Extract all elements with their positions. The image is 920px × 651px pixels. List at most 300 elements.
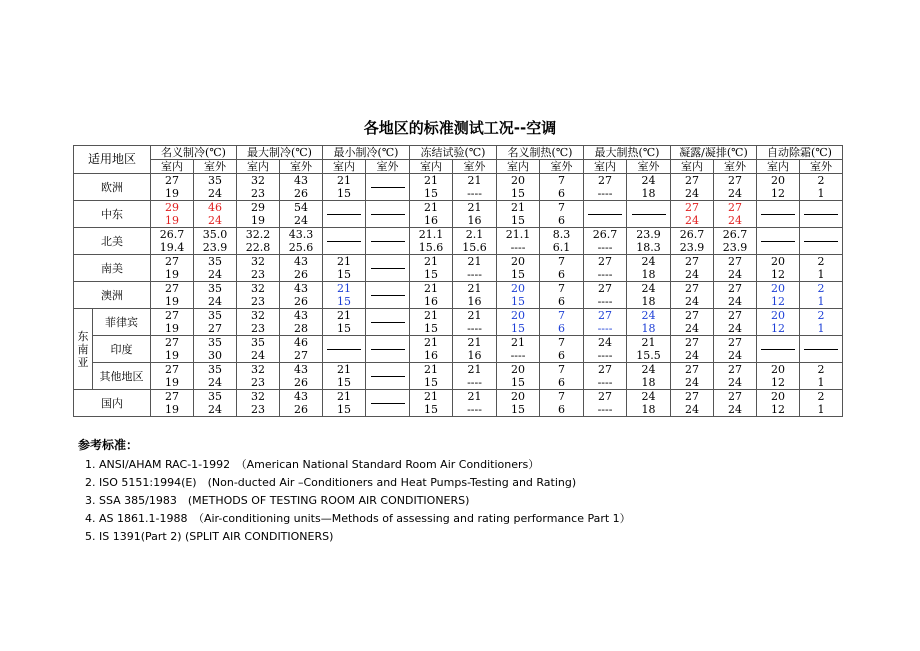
dry-bulb-value: 27 (728, 363, 742, 376)
dry-bulb-value: 21 (467, 363, 482, 376)
group-header: 冻结试验(℃) (410, 146, 497, 160)
value-cell (410, 336, 453, 363)
dry-bulb-value: 7 (558, 336, 565, 349)
dry-bulb-value: 24 (641, 282, 656, 295)
dry-bulb-value: 21 (424, 309, 438, 322)
dry-bulb-value: 21 (337, 363, 351, 376)
table-row (74, 282, 843, 309)
wet-bulb-value: 24 (728, 214, 742, 227)
dry-bulb-value: 26.7 (722, 228, 748, 241)
value-cell (540, 336, 584, 363)
wet-bulb-value: 24 (728, 403, 742, 416)
value-cell (366, 363, 410, 390)
dry-bulb-value: 20 (771, 174, 785, 187)
value-cell (627, 336, 671, 363)
value-cell (627, 282, 671, 309)
dry-bulb-value: 2 (817, 282, 825, 295)
wet-bulb-value: 23 (251, 268, 265, 281)
value-cell (151, 309, 194, 336)
wet-bulb-value: 15 (337, 187, 351, 200)
dry-bulb-value: 21 (467, 174, 482, 187)
dry-bulb-value: 21 (337, 309, 351, 322)
value-cell (584, 282, 627, 309)
not-applicable-line (371, 349, 405, 350)
not-applicable-line (371, 214, 405, 215)
value-cell (584, 390, 627, 417)
dry-bulb-value: 8.3 (552, 228, 571, 241)
dry-bulb-value: 27 (728, 336, 742, 349)
not-applicable-line (588, 214, 622, 215)
value-cell (410, 201, 453, 228)
indoor-header: 室内 (584, 160, 627, 174)
dry-bulb-value: 20 (511, 282, 525, 295)
dry-bulb-value: 21 (337, 390, 351, 403)
wet-bulb-value: 18 (641, 403, 656, 416)
region-name: 欧洲 (74, 174, 151, 201)
value-cell (280, 363, 323, 390)
value-cell (714, 309, 757, 336)
dry-bulb-value: 35 (208, 255, 222, 268)
value-cell (671, 282, 714, 309)
wet-bulb-value: 19 (165, 187, 179, 200)
not-applicable-line (327, 214, 361, 215)
dry-bulb-value: 27 (598, 282, 612, 295)
value-cell (453, 228, 497, 255)
value-cell (627, 201, 671, 228)
dry-bulb-value: 20 (771, 309, 785, 322)
not-applicable-line (371, 268, 405, 269)
value-cell (366, 282, 410, 309)
wet-bulb-value: 23.9 (722, 241, 748, 254)
value-cell (757, 363, 800, 390)
wet-bulb-value: 15 (424, 187, 438, 200)
value-cell (366, 309, 410, 336)
dry-bulb-value: 32 (251, 309, 265, 322)
value-cell (410, 255, 453, 282)
wet-bulb-value: ---- (597, 187, 613, 200)
dry-bulb-value: 27 (728, 390, 742, 403)
value-cell (800, 309, 843, 336)
wet-bulb-value: 24 (685, 322, 699, 335)
value-cell (757, 282, 800, 309)
value-cell (410, 363, 453, 390)
region-name: 澳洲 (74, 282, 151, 309)
references-list (78, 456, 631, 546)
wet-bulb-value: 15 (511, 295, 525, 308)
dry-bulb-value: 27 (165, 174, 179, 187)
wet-bulb-value: 27 (294, 349, 308, 362)
value-cell (540, 309, 584, 336)
wet-bulb-value: 1 (817, 376, 825, 389)
dry-bulb-value: 21 (337, 174, 351, 187)
dry-bulb-value: 24 (641, 390, 656, 403)
wet-bulb-value: 18 (641, 376, 656, 389)
wet-bulb-value: 24 (685, 349, 699, 362)
dry-bulb-value: 32 (251, 282, 265, 295)
dry-bulb-value: 29 (251, 201, 265, 214)
group-header: 自动除霜(℃) (757, 146, 843, 160)
dry-bulb-value: 21 (337, 255, 351, 268)
value-cell (323, 228, 366, 255)
value-cell (453, 363, 497, 390)
wet-bulb-value: 16 (424, 295, 438, 308)
value-cell (237, 336, 280, 363)
dry-bulb-value: 27 (685, 363, 699, 376)
dry-bulb-value: 20 (511, 174, 525, 187)
indoor-header: 室内 (323, 160, 366, 174)
wet-bulb-value: 6 (558, 214, 565, 227)
wet-bulb-value: 6 (558, 349, 565, 362)
outdoor-header: 室外 (627, 160, 671, 174)
dry-bulb-value: 29 (165, 201, 179, 214)
wet-bulb-value: 15 (424, 376, 438, 389)
dry-bulb-value: 27 (728, 201, 742, 214)
dry-bulb-value: 27 (728, 282, 742, 295)
value-cell (540, 174, 584, 201)
wet-bulb-value: 18.3 (636, 241, 661, 254)
table-row (74, 363, 843, 390)
region-name: 印度 (93, 336, 151, 363)
dry-bulb-value: 7 (558, 390, 565, 403)
region-name: 其他地区 (93, 363, 151, 390)
dry-bulb-value: 27 (165, 336, 179, 349)
value-cell (671, 363, 714, 390)
value-cell (671, 228, 714, 255)
dry-bulb-value: 27 (165, 390, 179, 403)
value-cell (671, 255, 714, 282)
value-cell (366, 201, 410, 228)
dry-bulb-value: 7 (558, 174, 565, 187)
wet-bulb-value: 26 (294, 187, 308, 200)
dry-bulb-value: 2 (817, 174, 825, 187)
dry-bulb-value: 43 (294, 174, 308, 187)
value-cell (410, 174, 453, 201)
wet-bulb-value: 19.4 (159, 241, 185, 254)
southeast-asia-group: 东 南 亚 (74, 309, 93, 390)
wet-bulb-value: 19 (165, 322, 179, 335)
value-cell (627, 309, 671, 336)
value-cell (280, 282, 323, 309)
value-cell (280, 201, 323, 228)
reference-item: 4. AS 1861.1-1988 （Air-conditioning units—Methods of assessing and rating performance Part 1） (85, 512, 631, 525)
dry-bulb-value: 27 (598, 363, 612, 376)
table-row (74, 201, 843, 228)
wet-bulb-value: 12 (771, 187, 785, 200)
group-header: 最大制热(℃) (584, 146, 671, 160)
dry-bulb-value: 21 (467, 336, 482, 349)
value-cell (497, 201, 540, 228)
dry-bulb-value: 2 (817, 309, 825, 322)
wet-bulb-value: 12 (771, 376, 785, 389)
value-cell (366, 336, 410, 363)
indoor-header: 室内 (671, 160, 714, 174)
dry-bulb-value: 7 (558, 282, 565, 295)
value-cell (194, 228, 237, 255)
region-header: 适用地区 (74, 146, 151, 174)
value-cell (237, 309, 280, 336)
value-cell (237, 228, 280, 255)
wet-bulb-value: 1 (817, 322, 825, 335)
wet-bulb-value: ---- (467, 187, 482, 200)
dry-bulb-value: 27 (685, 336, 699, 349)
wet-bulb-value: 23 (251, 322, 265, 335)
value-cell (237, 282, 280, 309)
outdoor-header: 室外 (194, 160, 237, 174)
region-name: 北美 (74, 228, 151, 255)
wet-bulb-value: 19 (165, 376, 179, 389)
wet-bulb-value: 30 (208, 349, 222, 362)
value-cell (627, 228, 671, 255)
value-cell (757, 390, 800, 417)
wet-bulb-value: 16 (424, 214, 438, 227)
wet-bulb-value: 19 (165, 214, 179, 227)
not-applicable-line (804, 349, 838, 350)
wet-bulb-value: 19 (165, 295, 179, 308)
value-cell (194, 309, 237, 336)
wet-bulb-value: 24 (728, 376, 742, 389)
not-applicable-line (761, 214, 795, 215)
dry-bulb-value: 54 (294, 201, 308, 214)
wet-bulb-value: 23.9 (679, 241, 705, 254)
value-cell (497, 174, 540, 201)
value-cell (323, 174, 366, 201)
value-cell (714, 282, 757, 309)
not-applicable-line (761, 349, 795, 350)
dry-bulb-value: 20 (511, 363, 525, 376)
wet-bulb-value: 18 (641, 295, 656, 308)
value-cell (497, 390, 540, 417)
wet-bulb-value: ---- (597, 376, 613, 389)
dry-bulb-value: 46 (208, 201, 222, 214)
dry-bulb-value: 2 (817, 255, 825, 268)
group-header: 凝露/凝排(℃) (671, 146, 757, 160)
dry-bulb-value: 21 (467, 309, 482, 322)
value-cell (366, 174, 410, 201)
wet-bulb-value: 23 (251, 403, 265, 416)
dry-bulb-value: 43 (294, 390, 308, 403)
wet-bulb-value: 6 (558, 376, 565, 389)
dry-bulb-value: 21.1 (418, 228, 444, 241)
dry-bulb-value: 46 (294, 336, 308, 349)
dry-bulb-value: 7 (558, 309, 565, 322)
value-cell (280, 390, 323, 417)
value-cell (800, 255, 843, 282)
wet-bulb-value: 12 (771, 295, 785, 308)
wet-bulb-value: 24 (208, 187, 222, 200)
wet-bulb-value: 12 (771, 403, 785, 416)
dry-bulb-value: 27 (685, 201, 699, 214)
value-cell (540, 228, 584, 255)
value-cell (584, 255, 627, 282)
dry-bulb-value: 27 (165, 309, 179, 322)
value-cell (757, 255, 800, 282)
value-cell (714, 363, 757, 390)
not-applicable-line (371, 295, 405, 296)
wet-bulb-value: 1 (817, 403, 825, 416)
references-section (78, 436, 631, 546)
wet-bulb-value: 6 (558, 268, 565, 281)
dry-bulb-value: 35 (208, 309, 222, 322)
value-cell (584, 201, 627, 228)
value-cell (497, 363, 540, 390)
dry-bulb-value: 27 (598, 309, 612, 322)
dry-bulb-value: 21 (424, 282, 438, 295)
dry-bulb-value: 35 (208, 336, 222, 349)
dry-bulb-value: 21 (424, 363, 438, 376)
not-applicable-line (371, 376, 405, 377)
value-cell (280, 336, 323, 363)
value-cell (194, 201, 237, 228)
value-cell (453, 390, 497, 417)
value-cell (627, 255, 671, 282)
value-cell (151, 336, 194, 363)
value-cell (627, 363, 671, 390)
wet-bulb-value: 24 (728, 268, 742, 281)
value-cell (453, 174, 497, 201)
not-applicable-line (327, 241, 361, 242)
wet-bulb-value: 19 (251, 214, 265, 227)
value-cell (671, 336, 714, 363)
outdoor-header: 室外 (366, 160, 410, 174)
dry-bulb-value: 35 (208, 174, 222, 187)
dry-bulb-value: 20 (771, 282, 785, 295)
wet-bulb-value: 15.6 (462, 241, 487, 254)
wet-bulb-value: 19 (165, 349, 179, 362)
dry-bulb-value: 43 (294, 282, 308, 295)
value-cell (151, 201, 194, 228)
value-cell (627, 390, 671, 417)
dry-bulb-value: 20 (771, 363, 785, 376)
wet-bulb-value: 15 (337, 268, 351, 281)
dry-bulb-value: 32.2 (245, 228, 271, 241)
wet-bulb-value: 12 (771, 268, 785, 281)
wet-bulb-value: 15 (424, 268, 438, 281)
dry-bulb-value: 35 (251, 336, 265, 349)
value-cell (151, 255, 194, 282)
dry-bulb-value: 2.1 (465, 228, 484, 241)
wet-bulb-value: ---- (597, 268, 613, 281)
value-cell (237, 174, 280, 201)
not-applicable-line (371, 241, 405, 242)
value-cell (671, 174, 714, 201)
value-cell (714, 336, 757, 363)
value-cell (671, 390, 714, 417)
value-cell (280, 255, 323, 282)
wet-bulb-value: 18 (641, 322, 656, 335)
wet-bulb-value: 26 (294, 268, 308, 281)
wet-bulb-value: ---- (597, 349, 613, 362)
region-name: 中东 (74, 201, 151, 228)
dry-bulb-value: 24 (641, 363, 656, 376)
dry-bulb-value: 23.9 (636, 228, 661, 241)
group-header: 最小制冷(℃) (323, 146, 410, 160)
group-header: 最大制冷(℃) (237, 146, 323, 160)
outdoor-header: 室外 (800, 160, 843, 174)
wet-bulb-value: 18 (641, 187, 656, 200)
wet-bulb-value: 1 (817, 295, 825, 308)
indoor-header: 室内 (410, 160, 453, 174)
wet-bulb-value: 15.6 (418, 241, 444, 254)
wet-bulb-value: 16 (467, 349, 482, 362)
value-cell (366, 255, 410, 282)
value-cell (410, 390, 453, 417)
dry-bulb-value: 27 (685, 255, 699, 268)
value-cell (584, 309, 627, 336)
dry-bulb-value: 32 (251, 255, 265, 268)
wet-bulb-value: 16 (424, 349, 438, 362)
wet-bulb-value: 6 (558, 295, 565, 308)
not-applicable-line (804, 241, 838, 242)
value-cell (584, 363, 627, 390)
wet-bulb-value: ---- (597, 322, 613, 335)
group-header: 名义制热(℃) (497, 146, 584, 160)
dry-bulb-value: 24 (641, 309, 656, 322)
wet-bulb-value: 23.9 (202, 241, 228, 254)
dry-bulb-value: 20 (771, 255, 785, 268)
value-cell (453, 336, 497, 363)
value-cell (194, 363, 237, 390)
value-cell (323, 201, 366, 228)
wet-bulb-value: 24 (728, 349, 742, 362)
wet-bulb-value: ---- (597, 295, 613, 308)
wet-bulb-value: 15 (511, 403, 525, 416)
wet-bulb-value: 24 (294, 214, 308, 227)
not-applicable-line (371, 403, 405, 404)
wet-bulb-value: 24 (685, 268, 699, 281)
region-name: 南美 (74, 255, 151, 282)
wet-bulb-value: 15 (337, 295, 351, 308)
value-cell (237, 201, 280, 228)
value-cell (237, 390, 280, 417)
value-cell (280, 174, 323, 201)
dry-bulb-value: 2 (817, 390, 825, 403)
dry-bulb-value: 27 (685, 282, 699, 295)
wet-bulb-value: 15 (511, 187, 525, 200)
wet-bulb-value: 24 (685, 295, 699, 308)
wet-bulb-value: 15 (424, 322, 438, 335)
value-cell (627, 174, 671, 201)
dry-bulb-value: 32 (251, 174, 265, 187)
dry-bulb-value: 35 (208, 363, 222, 376)
value-cell (584, 174, 627, 201)
table-row (74, 390, 843, 417)
wet-bulb-value: 1 (817, 268, 825, 281)
test-conditions-table (73, 145, 843, 417)
dry-bulb-value: 27 (165, 255, 179, 268)
wet-bulb-value: 23 (251, 376, 265, 389)
group-header: 名义制冷(℃) (151, 146, 237, 160)
value-cell (497, 255, 540, 282)
dry-bulb-value: 21 (511, 336, 525, 349)
value-cell (671, 201, 714, 228)
wet-bulb-value: 1 (817, 187, 825, 200)
value-cell (800, 282, 843, 309)
value-cell (453, 255, 497, 282)
table-row (74, 255, 843, 282)
wet-bulb-value: 23 (251, 295, 265, 308)
dry-bulb-value: 27 (685, 390, 699, 403)
wet-bulb-value: 24 (728, 295, 742, 308)
wet-bulb-value: 24 (685, 187, 699, 200)
reference-item: 1. ANSI/AHAM RAC-1-1992 （American National Standard Room Air Conditioners） (85, 458, 540, 471)
dry-bulb-value: 21 (641, 336, 656, 349)
wet-bulb-value: ---- (597, 241, 613, 254)
dry-bulb-value: 27 (598, 174, 612, 187)
value-cell (497, 228, 540, 255)
dry-bulb-value: 21 (467, 255, 482, 268)
wet-bulb-value: 6 (558, 187, 565, 200)
value-cell (757, 336, 800, 363)
